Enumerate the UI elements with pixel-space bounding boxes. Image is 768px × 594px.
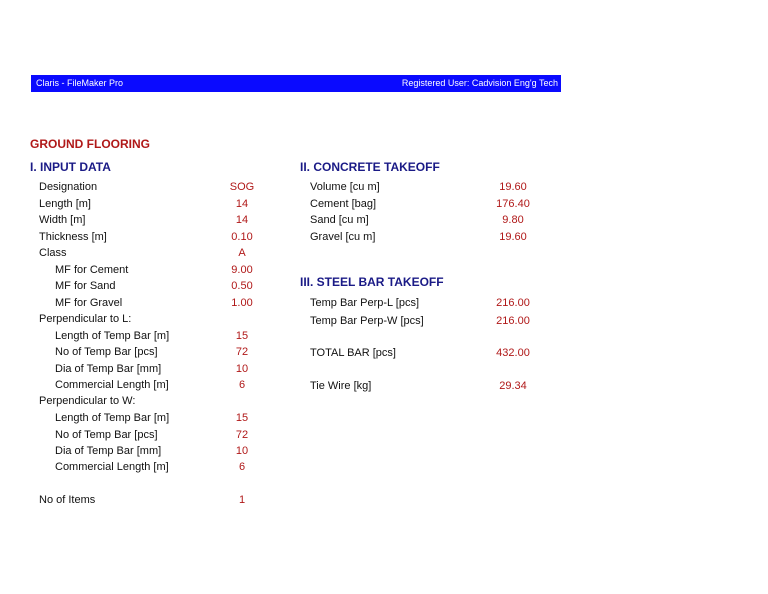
concrete-label: Cement [bag] <box>310 198 377 210</box>
input-value[interactable]: A <box>238 247 246 259</box>
input-data-heading: I. INPUT DATA <box>30 160 111 174</box>
tie-wire-value: 29.34 <box>499 380 527 392</box>
concrete-value: 19.60 <box>499 181 527 193</box>
input-value[interactable]: SOG <box>229 181 255 193</box>
concrete-takeoff-heading: II. CONCRETE TAKEOFF <box>300 160 440 174</box>
total-bar-value: 432.00 <box>496 347 530 359</box>
group-label: Perpendicular to L: <box>39 313 132 325</box>
input-value[interactable]: 10 <box>235 445 249 457</box>
concrete-value: 176.40 <box>496 198 530 210</box>
input-label: Dia of Temp Bar [mm] <box>55 363 162 375</box>
input-value[interactable]: 0.10 <box>231 231 253 243</box>
input-label: Commercial Length [m] <box>55 461 169 473</box>
concrete-value: 19.60 <box>499 231 527 243</box>
input-label: Length of Temp Bar [m] <box>55 412 170 424</box>
input-label: Designation <box>39 181 98 193</box>
input-label: Width [m] <box>39 214 86 226</box>
input-value[interactable]: 14 <box>235 198 249 210</box>
input-label: Dia of Temp Bar [mm] <box>55 445 162 457</box>
input-value[interactable]: 9.00 <box>231 264 253 276</box>
items-value[interactable]: 1 <box>238 494 246 506</box>
input-value[interactable]: 72 <box>235 346 249 358</box>
concrete-label: Volume [cu m] <box>310 181 380 193</box>
input-value[interactable]: 14 <box>235 214 249 226</box>
registered-user: Registered User: Cadvision Eng'g Tech <box>401 78 558 88</box>
total-bar-label: TOTAL BAR [pcs] <box>310 347 396 359</box>
steel-value: 216.00 <box>496 297 530 309</box>
input-label: Length of Temp Bar [m] <box>55 330 170 342</box>
input-label: Thickness [m] <box>39 231 107 243</box>
concrete-label: Gravel [cu m] <box>310 231 376 243</box>
input-value[interactable]: 6 <box>238 461 246 473</box>
input-value[interactable]: 10 <box>235 363 249 375</box>
input-value[interactable]: 15 <box>235 412 249 424</box>
app-title: Claris - FileMaker Pro <box>36 78 124 88</box>
concrete-value: 9.80 <box>502 214 524 226</box>
input-label: Length [m] <box>39 198 91 210</box>
input-label: Class <box>39 247 67 259</box>
tie-wire-label: Tie Wire [kg] <box>310 380 372 392</box>
input-label: MF for Cement <box>55 264 129 276</box>
input-value[interactable]: 0.50 <box>231 280 253 292</box>
input-label: No of Temp Bar [pcs] <box>55 429 158 441</box>
page-title: GROUND FLOORING <box>30 137 150 151</box>
group-label: Perpendicular to W: <box>39 395 136 407</box>
input-label: MF for Sand <box>55 280 116 292</box>
steel-value: 216.00 <box>496 315 530 327</box>
input-value[interactable]: 1.00 <box>231 297 253 309</box>
items-label: No of Items <box>39 494 96 506</box>
input-value[interactable]: 15 <box>235 330 249 342</box>
input-value[interactable]: 6 <box>238 379 246 391</box>
title-bar <box>31 75 561 92</box>
input-label: No of Temp Bar [pcs] <box>55 346 158 358</box>
steel-takeoff-heading: III. STEEL BAR TAKEOFF <box>300 275 444 289</box>
concrete-label: Sand [cu m] <box>310 214 369 226</box>
input-value[interactable]: 72 <box>235 429 249 441</box>
steel-label: Temp Bar Perp-L [pcs] <box>310 297 420 309</box>
input-label: Commercial Length [m] <box>55 379 169 391</box>
steel-label: Temp Bar Perp-W [pcs] <box>310 315 424 327</box>
input-label: MF for Gravel <box>55 297 123 309</box>
